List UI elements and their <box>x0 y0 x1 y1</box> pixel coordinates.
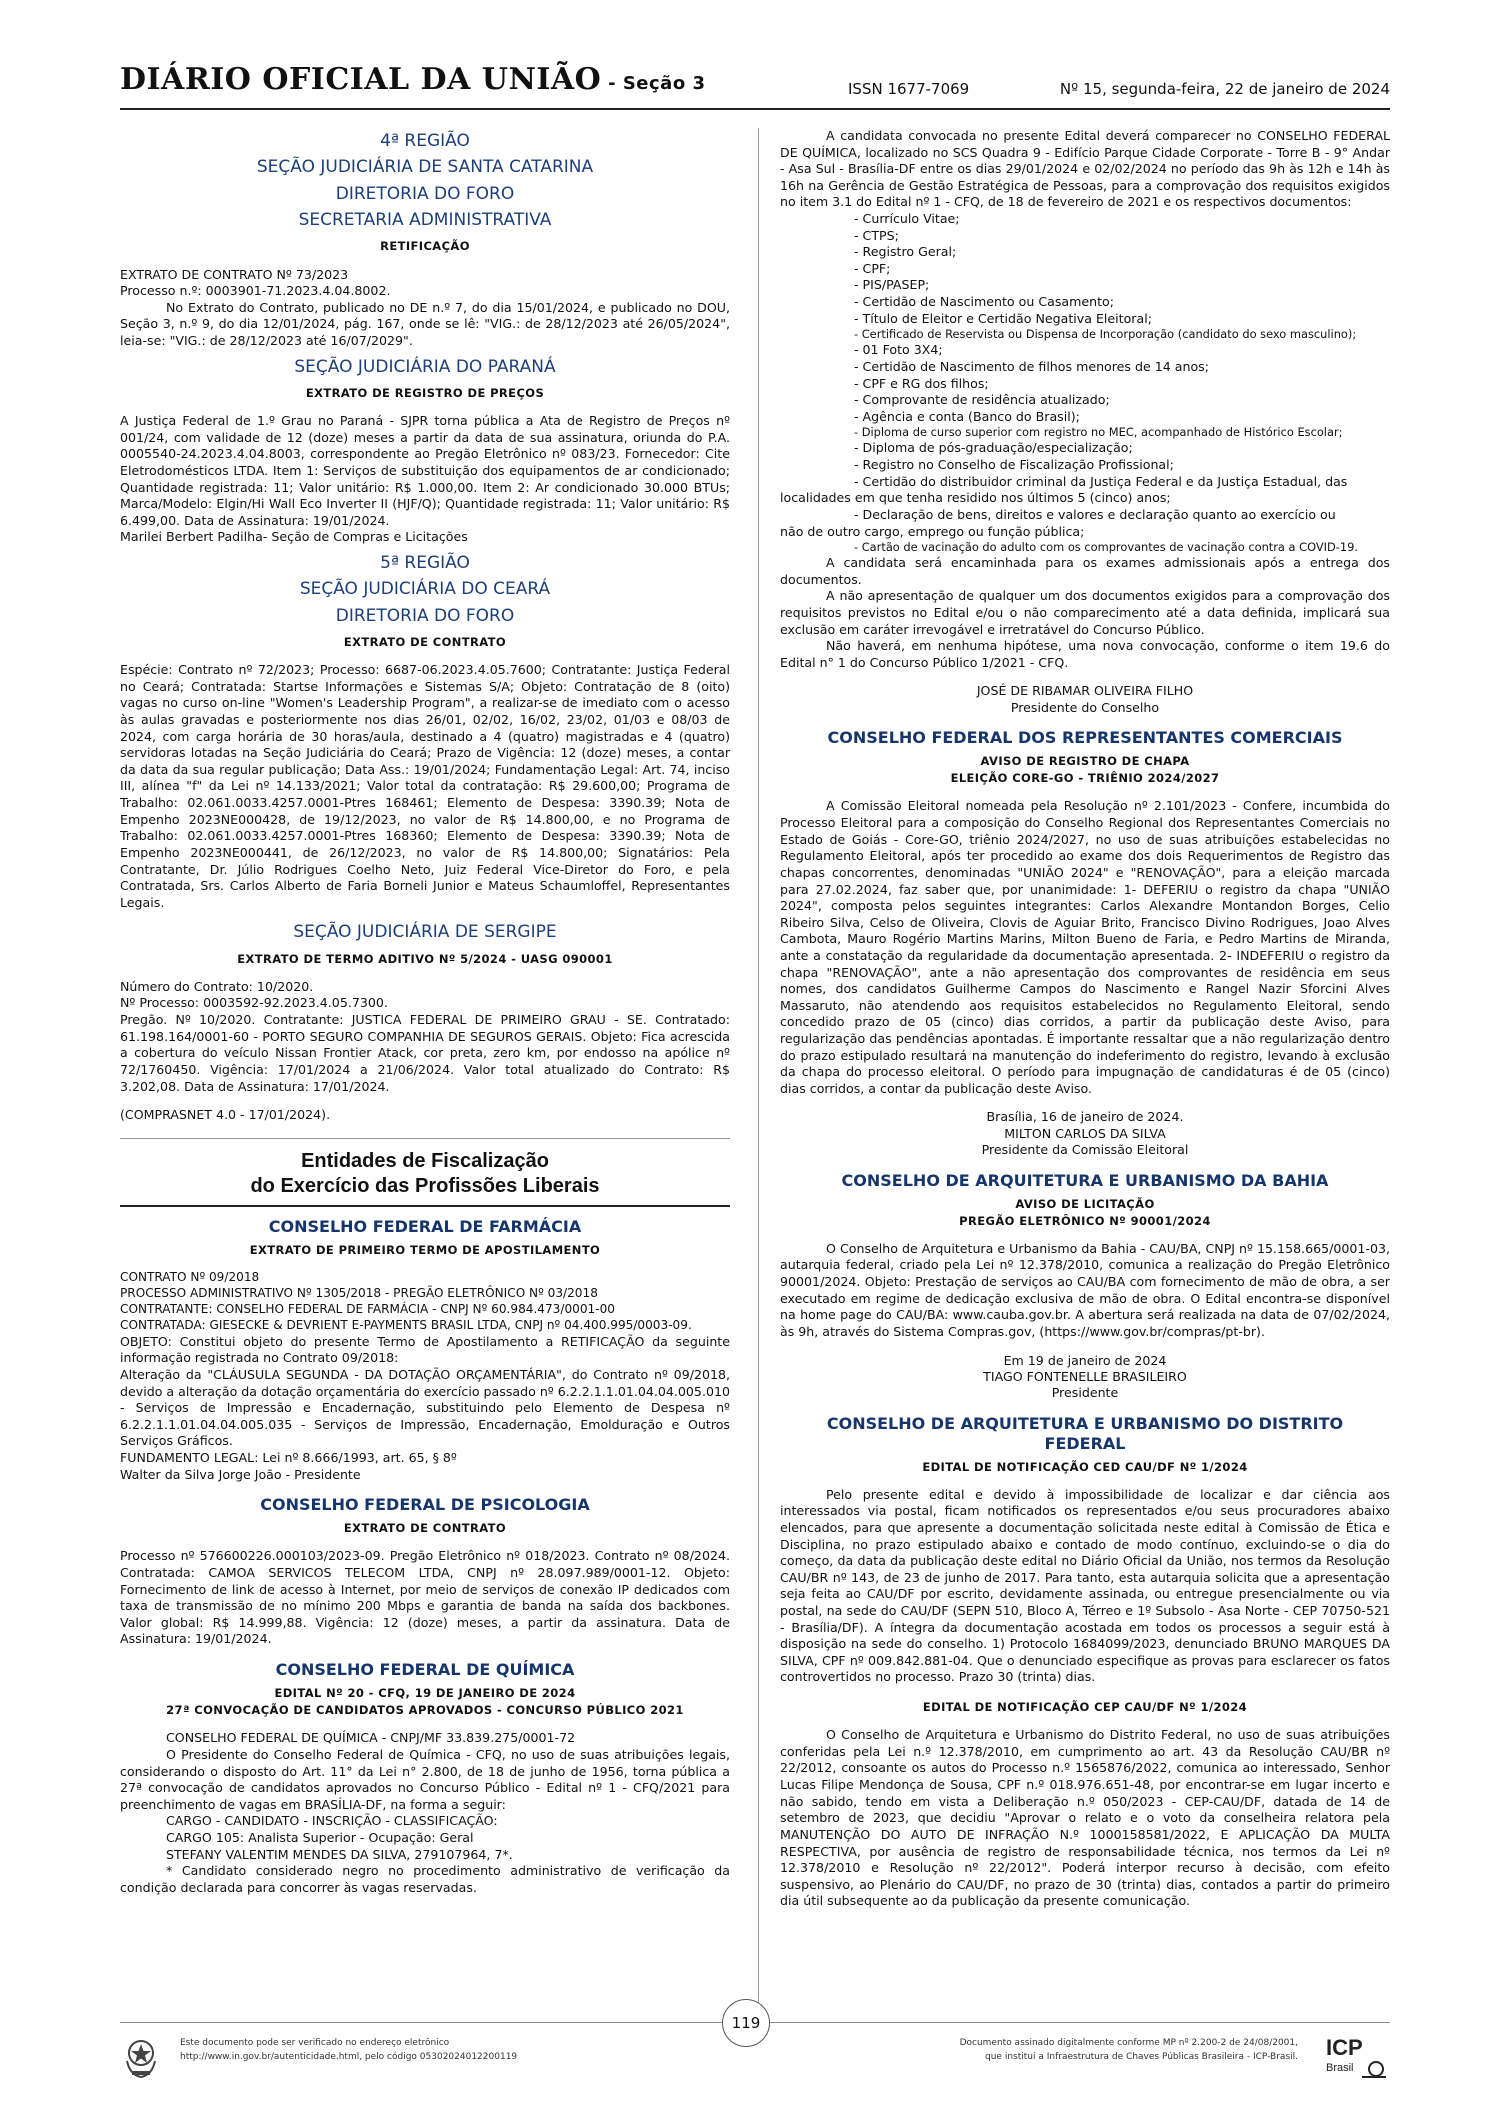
paragraph: Não haverá, em nenhuma hipótese, uma nova convocação, conforme o item 19.6 do Edital n° 1 do Concurso Público 1/2021 - CFQ. <box>780 638 1390 670</box>
pr-block <box>120 354 730 546</box>
edition-date: Nº 15, segunda-feira, 22 de janeiro de 2024 <box>1059 80 1390 98</box>
list-item: - Registro Geral; <box>854 244 957 260</box>
list-item: não de outro cargo, emprego ou função pública; <box>780 523 1085 539</box>
paragraph: Espécie: Contrato nº 72/2023; Processo: 6687-06.2023.4.05.7600; Contratante: Justiça Federal no Ceará; Contratada: Startse Informações e Sistemas S/A; Objeto: Contratação de 8 (oito) vagas no curso on-line "Women's Leadership Program", a realizar-se de imediato com o acesso às aulas gravadas e posteriormente nos dias 26/01, 02/02, 16/02, 23/02, 01/03 e 08/03 de 2024, com carga horária de 30 horas/aula, destinado a 4 (quatro) magistradas e 4 (quatro) servidoras lotadas na Seção Judiciária do Ceará; Prazo de Vigência: 12 (doze) meses, a contar da data da sua regular publicação; Data Ass.: 19/01/2024; Fundamentação Legal: Art. 74, inciso III, alínea "f" da Lei nº 14.133/2021; Valor total da contratação: R$ 29.600,00; Programa de Trabalho: 02.061.0033.4257.0001-Ptres 168461; Elemento de Despesa: 3390.39; Nota de Empenho 2023NE000428, de 19/12/2023, no valor de R$ 14.800,00, e no Programa de Trabalho: 02.061.0033.4257.0001-Ptres 168360; Elemento de Despesa: 3390.39; Nota de Empenho 2023NE000441, de 26/12/2023, no valor de R$ 14.800,00; Signatários: Pela Contratante, Dr. Júlio Rodrigues Coelho Neto, Juiz Federal Vice-Diretor do Foro, e pela Contratada, Srs. Carlos Alberto de Faria Borneli Junior e Mateus Schaumloffel, Representantes Legais. <box>120 662 730 910</box>
list-item: - Certidão de Nascimento de filhos menores de 14 anos; <box>854 358 1209 374</box>
cfq-continuation <box>780 128 1390 716</box>
region-heading: DIRETORIA DO FORO <box>335 183 515 204</box>
subheading: EXTRATO DE TERMO ADITIVO Nº 5/2024 - UASG 090001 <box>237 951 613 966</box>
signature-line: Documento assinado digitalmente conforme MP nº 2.200-2 de 24/08/2001, <box>959 2038 1298 2048</box>
list-item: - Agência e conta (Banco do Brasil); <box>854 408 1080 424</box>
paragraph: O Conselho de Arquitetura e Urbanismo do Distrito Federal, no uso de suas atribuições conferidas pela Lei n.º 12.378/2010, em cumprimento ao art. 43 da Resolução CAU/BR nº 22/2012, consoante os autos do Processo n.º 1565876/2022, comunica ao interessado, Senhor Lucas Filipe Mendonça de Sousa, CPF n.º 018.976.651-48, por encontrar-se em lugar incerto e não sabido, tendo em vista a Deliberação n.º 050/2023 - CEP-CAU/DF, datada de 14 de setembro de 2023, que decidiu "Aprovar o relato e o voto da conselheira relatora pela MANUTENÇÃO DO AUTO DE INFRAÇÃO N.º 1000158581/2022, E APLICAÇÃO DA MULTA RESPECTIVA, por ausência de registro de responsabilidade técnica, nos termos da Lei nº 12.378/2010 e Resolução nº 22/2012". Poderá interpor recurso à decisão, com efeito suspensivo, ao Plenário do CAU/DF, no prazo de 30 (trinta) dias, contados a partir do primeiro dia útil subsequente ao da publicação da presente comunicação. <box>780 1727 1390 1909</box>
list-item: - Título de Eleitor e Certidão Negativa Eleitoral; <box>854 310 1152 326</box>
subheading: AVISO DE LICITAÇÃO <box>1015 1196 1155 1211</box>
paragraph: CONTRATANTE: CONSELHO FEDERAL DE FARMÁCIA - CNPJ Nº 60.984.473/0001-00 <box>120 1301 615 1316</box>
list-item: - PIS/PASEP; <box>854 277 930 293</box>
paragraph: PROCESSO ADMINISTRATIVO Nº 1305/2018 - PREGÃO ELETRÔNICO Nº 03/2018 <box>120 1285 598 1300</box>
list-item: - Comprovante de residência atualizado; <box>854 392 1110 408</box>
left-column <box>120 128 730 1896</box>
paragraph: CONTRATADA: GIESECKE & DEVRIENT E-PAYMENTS BRASIL LTDA, CNPJ nº 04.400.995/0003-09. <box>120 1317 692 1332</box>
org-title: CONSELHO DE ARQUITETURA E URBANISMO DA BAHIA <box>841 1170 1329 1190</box>
subheading: RETIFICAÇÃO <box>380 239 470 254</box>
list-item: - Certidão do distribuidor criminal da Justiça Federal e da Justiça Estadual, das <box>854 473 1348 489</box>
paragraph: Processo n.º: 0003901-71.2023.4.04.8002. <box>120 283 391 299</box>
subheading: EXTRATO DE REGISTRO DE PREÇOS <box>305 385 545 400</box>
section-heading-line: do Exercício das Profissões Liberais <box>250 1174 600 1197</box>
org-title: CONSELHO FEDERAL DE PSICOLOGIA <box>260 1495 590 1515</box>
cff-block <box>120 1217 730 1483</box>
paragraph: (COMPRASNET 4.0 - 17/01/2024). <box>120 1107 331 1123</box>
signature-name: JOSÉ DE RIBAMAR OLIVEIRA FILHO <box>976 683 1194 699</box>
paragraph: A candidata convocada no presente Edital deverá comparecer no CONSELHO FEDERAL DE QUÍMICA, localizado no SCS Quadra 9 - Edifício Parque Cidade Corporate - Torre B - 9° Andar - Asa Sul - Brasília-DF entre os dias 29/01/2024 e 02/02/2024 no período das 9h às 12h e 14h às 16h na Gerência de Gestão Estratégica de Pessoas, para a comprovação dos requisitos exigidos no item 3.1 do Edital nº 1 - CFQ, de 18 de fevereiro de 2021 e os respectivos documentos: <box>780 128 1390 210</box>
region-heading: DIRETORIA DO FORO <box>335 605 515 626</box>
list-item: - Currículo Vitae; <box>854 211 960 227</box>
paragraph: A candidata será encaminhada para os exames admissionais após a entrega dos documentos. <box>780 555 1390 587</box>
signature-note <box>960 2037 1298 2064</box>
subheading: EDITAL DE NOTIFICAÇÃO CED CAU/DF Nº 1/2024 <box>922 1459 1248 1474</box>
subheading: EXTRATO DE CONTRATO <box>343 635 507 650</box>
region-heading: SEÇÃO JUDICIÁRIA DO CEARÁ <box>299 579 551 600</box>
list-item: localidades em que tenha residido nos últimos 5 (cinco) anos; <box>780 490 1171 506</box>
page-header <box>120 62 1390 110</box>
paragraph: Processo nº 576600226.000103/2023-09. Pregão Eletrônico nº 018/2023. Contrato nº 08/2024. Contratada: CAMOA SERVICOS TELECOM LTDA, CNPJ nº 28.097.989/0001-12. Objeto: Fornecimento de link de acesso à Internet, por meio de serviços de conexão IP dedicados com taxa de transmissão de no mínimo 200 Mbps e garantia de banda na saída dos backbones. Valor global: R$ 14.999,88. Vigência: 12 (doze) meses, a partir da assinatura. Data de Assinatura: 19/01/2024. <box>120 1548 730 1647</box>
region-heading: 5ª REGIÃO <box>380 552 470 573</box>
region-heading: 4ª REGIÃO <box>380 131 470 151</box>
cauba-block <box>780 1171 1390 1402</box>
list-item: - Cartão de vacinação do adulto com os comprovantes de vacinação contra a COVID-19. <box>854 540 1359 555</box>
paragraph: CARGO - CANDIDATO - INSCRIÇÃO - CLASSIFICAÇÃO: <box>166 1813 498 1829</box>
signature-role: Presidente <box>1051 1385 1119 1401</box>
list-item: - Certificado de Reservista ou Dispensa de Incorporação (candidato do sexo masculino); <box>854 327 1357 342</box>
subheading: 27ª CONVOCAÇÃO DE CANDIDATOS APROVADOS - CONCURSO PÚBLICO 2021 <box>166 1703 684 1718</box>
subheading: EXTRATO DE CONTRATO <box>343 1521 507 1536</box>
svg-text:ICP: ICP <box>1326 2035 1363 2060</box>
paragraph: CARGO 105: Analista Superior - Ocupação: Geral <box>166 1830 474 1846</box>
paragraph: FUNDAMENTO LEGAL: Lei nº 8.666/1993, art. 65, § 8º <box>120 1449 457 1465</box>
paragraph: Alteração da "CLÁUSULA SEGUNDA - DA DOTAÇÃO ORÇAMENTÁRIA", do Contrato nº 09/2018, devido a alteração da dotação orçamentária do exercício passado nº 6.2.2.1.1.01.04.04.005.010 - Serviços de Impressão e Encadernação, substituindo pelo Elemento de Despesa nº 6.2.2.1.1.01.04.04.005.035 - Serviços de Impressão, Encadernação, Emolduração e Outros Serviços Gráficos. <box>120 1366 730 1449</box>
signature-name: TIAGO FONTENELLE BRASILEIRO <box>983 1368 1187 1384</box>
newspaper-title: DIÁRIO OFICIAL DA UNIÃO - Seção 3 <box>120 62 706 97</box>
signature-role: Presidente do Conselho <box>1010 699 1160 715</box>
paragraph: Marilei Berbert Padilha- Seção de Compras e Licitações <box>120 529 468 545</box>
paragraph: A não apresentação de qualquer um dos documentos exigidos para a comprovação dos requisitos previstos no Edital e/ou o não comparecimento até a data definida, implicará sua exclusão em caráter irrevogável e irretratável do Concurso Público. <box>780 588 1390 637</box>
signature-role: Presidente da Comissão Eleitoral <box>981 1142 1189 1158</box>
page-footer <box>120 2014 1390 2093</box>
sc-block <box>120 128 730 350</box>
paragraph: CONSELHO FEDERAL DE QUÍMICA - CNPJ/MF 33.839.275/0001-72 <box>166 1730 576 1746</box>
list-item: - Certidão de Nascimento ou Casamento; <box>854 294 1114 310</box>
list-item: - Registro no Conselho de Fiscalização Profissional; <box>854 457 1174 473</box>
paragraph: O Presidente do Conselho Federal de Química - CFQ, no uso de suas atribuições legais, considerando o disposto do Art. 11° da Lei n° 2.800, de 18 de junho de 1956, torna pública a 27ª convocação de candidatos aprovados no Concurso Público - Edital nº 1 - CFQ/2021 para preenchimento de vagas em BRASÍLIA-DF, na forma a seguir: <box>120 1746 730 1812</box>
paragraph: CONTRATO Nº 09/2018 <box>120 1269 260 1284</box>
subheading: PREGÃO ELETRÔNICO Nº 90001/2024 <box>959 1213 1211 1228</box>
paragraph: * Candidato considerado negro no procedimento administrativo de verificação da condição declarada para concorrer às vagas reservadas. <box>120 1863 730 1895</box>
paragraph: EXTRATO DE CONTRATO Nº 73/2023 <box>120 266 349 282</box>
cfp-block <box>120 1495 730 1648</box>
section-label: - Seção 3 <box>601 73 706 94</box>
paragraph: Pregão. Nº 10/2020. Contratante: JUSTICA FEDERAL DE PRIMEIRO GRAU - SE. Contratado: 61.198.164/0001-60 - PORTO SEGURO COMPANHIA DE SEGUROS GERAIS. Objeto: Fica acrescida a cobertura do veículo Nissan Frontier Atack, cor preta, zero km, por endosso na apólice nº 72/1760450. Vigência: 17/01/2024 a 21/06/2024. Valor total atualizado do Contrato: R$ 3.202,08. Data de Assinatura: 17/01/2024. <box>120 1012 730 1094</box>
org-title: CONSELHO FEDERAL DE FARMÁCIA <box>268 1216 582 1236</box>
region-heading: SEÇÃO JUDICIÁRIA DE SANTA CATARINA <box>256 157 594 178</box>
paragraph: Número do Contrato: 10/2020. <box>120 978 314 994</box>
region-heading: SECRETARIA ADMINISTRATIVA <box>298 210 552 231</box>
list-item: - 01 Foto 3X4; <box>854 342 943 358</box>
verification-line: http://www.in.gov.br/autenticidade.html, pelo código 05302024012200119 <box>180 2051 518 2062</box>
issn: ISSN 1677-7069 <box>848 80 970 98</box>
right-column <box>780 128 1390 1910</box>
paragraph: Walter da Silva Jorge João - Presidente <box>120 1466 361 1482</box>
subheading: EDITAL DE NOTIFICAÇÃO CEP CAU/DF Nº 1/2024 <box>922 1700 1248 1715</box>
paragraph: A Justiça Federal de 1.º Grau no Paraná - SJPR torna pública a Ata de Registro de Preços nº 001/24, com validade de 12 (doze) meses a partir da data de sua assinatura, oriunda do P.A. 0005540-24.2023.4.04.8003, correspondente ao Pregão Eletrônico nº 083/23. Fornecedor: Cite Eletrodomésticos LTDA. Item 1: Serviços de substituição dos equipamentos de ar condicionado; Quantidade registrada: 11; Valor unitário: R$ 1.000,00. Item 2: Ar condicionado 30.000 BTUs; Marca/Modelo: Elgin/Hi Wall Eco Inverter II (HJF/Q); Quantidade registrada: 11; Valor unitário: R$ 6.499,00. Data de Assinatura: 19/01/2024. <box>120 413 730 528</box>
list-item: - Declaração de bens, direitos e valores e declaração quanto ao exercício ou <box>854 506 1336 522</box>
paragraph: OBJETO: Constitui objeto do presente Termo de Apostilamento a RETIFICAÇÃO da seguinte informação registrada no Contrato 09/2018: <box>120 1333 730 1366</box>
svg-text:Brasil: Brasil <box>1326 2062 1354 2074</box>
subheading: EDITAL Nº 20 - CFQ, 19 DE JANEIRO DE 2024 <box>274 1686 576 1701</box>
list-item: - CPF e RG dos filhos; <box>854 375 989 391</box>
page-number: 119 <box>722 1999 770 2047</box>
subheading: EXTRATO DE PRIMEIRO TERMO DE APOSTILAMENTO <box>249 1242 601 1257</box>
coat-of-arms-icon <box>122 2037 160 2079</box>
section-heading-line: Entidades de Fiscalização <box>301 1149 549 1172</box>
org-title: CONSELHO DE ARQUITETURA E URBANISMO DO DISTRITO <box>826 1413 1344 1433</box>
cfq-block <box>120 1660 730 1896</box>
signature-date: Brasília, 16 de janeiro de 2024. <box>986 1109 1184 1125</box>
ce-block <box>120 550 730 911</box>
signature-date: Em 19 de janeiro de 2024 <box>1003 1352 1167 1368</box>
paragraph: No Extrato do Contrato, publicado no DE n.º 7, do dia 15/01/2024, e publicado no DOU, Seção 3, n.º 9, do dia 12/01/2024, pág. 167, onde se lê: "VIG.: de 28/12/2023 até 26/05/2024", leia-se: "VIG.: de 28/12/2023 até 16/07/2029". <box>120 299 730 348</box>
org-title: CONSELHO FEDERAL DOS REPRESENTANTES COMERCIAIS <box>827 728 1343 748</box>
se-block <box>120 919 730 1123</box>
paragraph: Pelo presente edital e devido à impossibilidade de localizar e dar ciência aos interessados via postal, ficam notificados os representados e/ou seus procuradores abaixo elencados, para que apresente a documentação solicitada neste edital à Comissão de Ética e Disciplina, no prazo estipulado abaixo e contado de modo contínuo, excluindo-se o dia do começo, da data da publicação deste edital no Diário Oficial da União, nos termos da Resolução CAU/BR nº 143, de 23 de junho de 2017. Para tanto, esta autarquia solicita que a apresentação seja feita ao CAU/DF por escrito, devidamente assinada, ou entregue presencialmente ou via postal, na sede do CAU/DF (SEPN 510, Bloco A, Térreo e 1º Subsolo - Asa Norte - CEP 70750-521 - Brasília/DF). A íntegra da documentação acostada em todos os processos a seguir está à disposição na sede do conselho. 1) Protocolo 1684099/2023, denunciado BRUNO MARQUES DA SILVA, CPF nº 009.842.881-04. Que o denunciado especifique as provas para esclarecer os fatos controvertidos no processo. Prazo 30 (trinta) dias. <box>780 1486 1390 1685</box>
paragraph: Nº Processo: 0003592-92.2023.4.05.7300. <box>120 995 388 1011</box>
signature-name: MILTON CARLOS DA SILVA <box>1004 1125 1166 1141</box>
verification-line: Este documento pode ser verificado no endereço eletrônico <box>180 2038 450 2048</box>
verification-note <box>180 2037 517 2064</box>
region-heading: SEÇÃO JUDICIÁRIA DO PARANÁ <box>294 356 556 377</box>
list-item: - CPF; <box>854 260 891 276</box>
caudf-block <box>780 1414 1390 1910</box>
list-item: - Diploma de pós-graduação/especialização; <box>854 440 1133 456</box>
subheading: AVISO DE REGISTRO DE CHAPA <box>980 754 1190 769</box>
paragraph: STEFANY VALENTIM MENDES DA SILVA, 279107964, 7*. <box>166 1846 513 1862</box>
paragraph: A Comissão Eleitoral nomeada pela Resolução nº 2.101/2023 - Confere, incumbida do Processo Eleitoral para a composição do Conselho Regional dos Representantes Comerciais no Estado de Goiás - Core-GO, triênio 2024/2027, no uso de suas atribuições estabelecidas no Regulamento Eleitoral, após ter procedido ao exame dos dois Requerimentos de Registro das chapas concorrentes, denominadas "UNIÃO 2024" e "RENOVAÇÃO", para a eleição marcada para 27.02.2024, faz saber que, por unanimidade: 1- DEFERIU o registro da chapa "UNIÃO 2024", composta pelos seguintes integrantes: Carlos Alexandre Montandon Borges, Celio Ribeiro Silva, Celso de Oliveira, Clovis de Aguiar Brito, Francisco Divino Rodrigues, Joao Alves Cambota, Mauro Rogério Martins Marins, Milton Bueno de Faria, e Pedro Martins de Miranda, ante a constatação da regularidade da documentação apresentada. 2- INDEFERIU o registro da chapa "RENOVAÇÃO", ante a não apresentação dos comprovantes de residência em seus nomes, dos candidatos Guilherme Campos do Nascimento e Rangel Nazir Sforcini Alves Massaruto, não atendendo aos requisitos estabelecidos no Regulamento Eleitoral, sendo concedido prazo de 05 (cinco) dias corridos, a partir da publicação deste Aviso, para regularização das pendências apontadas. É importante ressaltar que a não regularização dentro do prazo estipulado resultará na manutenção do indeferimento do registro, levando à exclusão da chapa do processo eleitoral. O período para impugnação de candidaturas é de 05 (cinco) dias corridos, a contar da publicação deste Aviso. <box>780 798 1390 1096</box>
list-item: - CTPS; <box>854 227 899 243</box>
core-block <box>780 728 1390 1158</box>
list-item: - Diploma de curso superior com registro no MEC, acompanhado de Histórico Escolar; <box>854 425 1343 440</box>
subheading: ELEIÇÃO CORE-GO - TRIÊNIO 2024/2027 <box>950 771 1220 786</box>
paragraph: O Conselho de Arquitetura e Urbanismo da Bahia - CAU/BA, CNPJ nº 15.158.665/0001-03, autarquia federal, criado pela Lei nº 12.378/2010, comunica a realização do Pregão Eletrônico 90001/2024. Objeto: Prestação de serviços ao CAU/BA com fornecimento de mão de obra, a ser executado em regime de dedicação exclusiva de mão de obra. O Edital encontra-se disponível na home page do CAU/BA: www.cauba.gov.br. A abertura será realizada na data de 07/02/2024, às 9h, através do Sistema Compras.gov, (https://www.gov.br/compras/pt-br). <box>780 1240 1390 1339</box>
document-list <box>780 211 1390 555</box>
org-title: FEDERAL <box>1044 1433 1126 1453</box>
org-title: CONSELHO FEDERAL DE QUÍMICA <box>275 1660 575 1680</box>
icp-brasil-logo-icon <box>1324 2033 1390 2083</box>
signature-line: que institui a Infraestrutura de Chaves Públicas Brasileira - ICP-Brasil. <box>985 2051 1298 2062</box>
section-heading <box>120 1138 730 1207</box>
column-divider <box>758 128 759 2023</box>
region-heading: SEÇÃO JUDICIÁRIA DE SERGIPE <box>293 922 557 943</box>
